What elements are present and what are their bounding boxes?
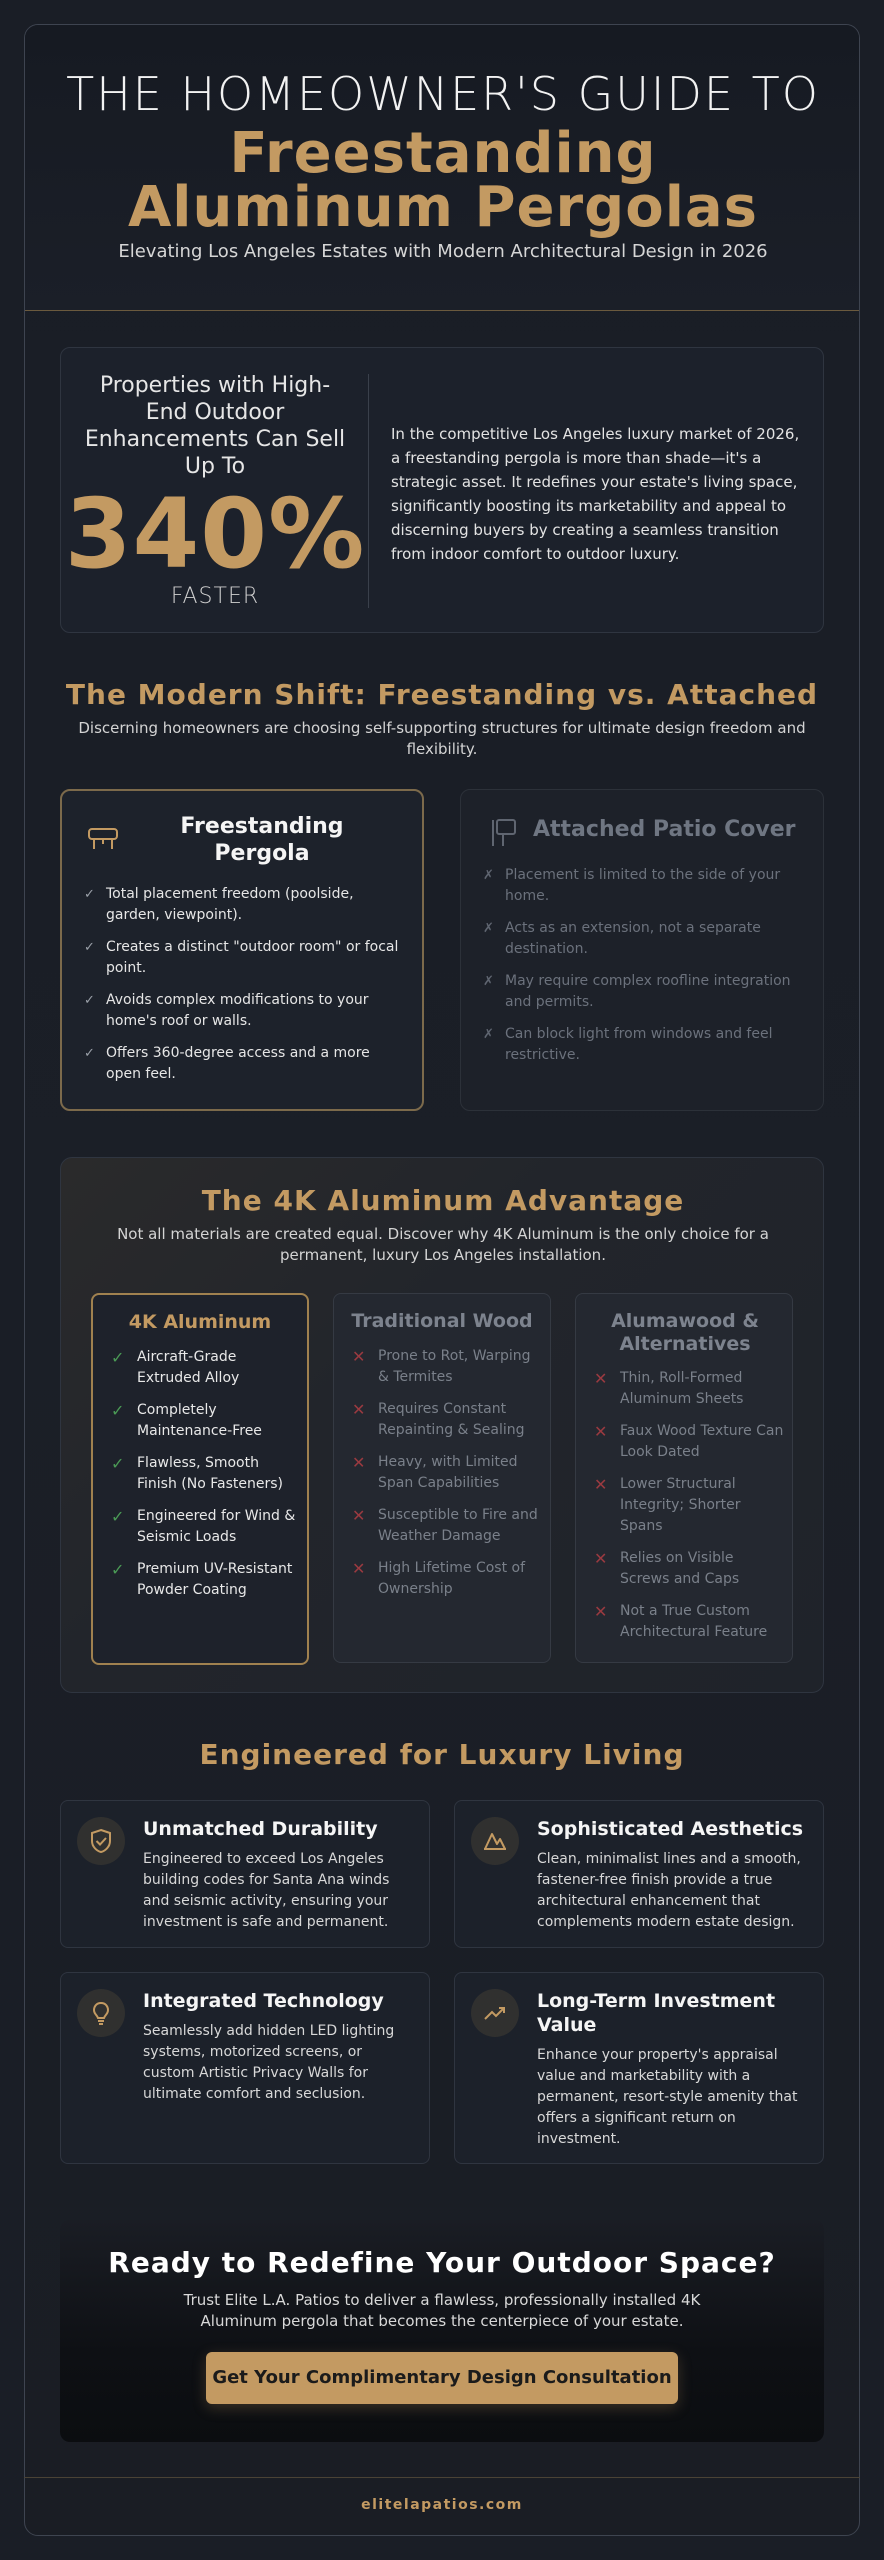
list-item: ✕ Susceptible to Fire and Weather Damage — [352, 1506, 538, 1544]
feature-title: Sophisticated Aesthetics — [537, 1818, 804, 1840]
check-icon: ✓ — [111, 1348, 125, 1367]
material-card-wood — [333, 1293, 551, 1663]
cross-icon: ✗ — [483, 974, 494, 989]
list-item: ✓ Premium UV-Resistant Powder Coating — [111, 1560, 293, 1598]
list-item: ✕ Relies on Visible Screws and Caps — [594, 1549, 740, 1587]
feature-card-aesthetics — [454, 1800, 824, 1948]
header-subtitle: Elevating Los Angeles Estates with Modern Architectural Design in 2026 — [118, 241, 768, 262]
feature-body: Clean, minimalist lines and a smooth, fastener-free finish provide a true architectural enhancement that complements modern estate design. — [537, 1851, 801, 1930]
cross-icon: ✕ — [594, 1369, 608, 1388]
list-item: ✗ Acts as an extension, not a separate destination. — [483, 920, 761, 957]
advantage-title: The 4K Aluminum Advantage — [201, 1184, 685, 1217]
check-icon: ✓ — [84, 1046, 95, 1061]
material-title: Alumawood & Alternatives — [611, 1310, 759, 1355]
check-icon: ✓ — [84, 993, 95, 1008]
list-item: ✗ Placement is limited to the side of your home. — [483, 867, 781, 904]
cross-icon: ✕ — [594, 1475, 608, 1494]
list-item: ✕ Heavy, with Limited Span Capabilities — [352, 1453, 518, 1491]
list-item: ✓ Avoids complex modifications to your home's roof or walls. — [84, 992, 369, 1029]
cross-icon: ✕ — [352, 1400, 366, 1419]
check-icon: ✓ — [111, 1507, 125, 1526]
cross-icon: ✗ — [483, 868, 494, 883]
luxury-title: Engineered for Luxury Living — [199, 1738, 685, 1771]
material-title: 4K Aluminum — [128, 1311, 272, 1333]
advantage-subtitle: Not all materials are created equal. Discover why 4K Aluminum is the only choice for a permanent, luxury Los Angeles installation. — [117, 1225, 769, 1264]
shield-check-icon — [77, 1817, 125, 1865]
lightbulb-icon — [77, 1989, 125, 2037]
check-icon: ✓ — [111, 1454, 125, 1473]
stat-value: 340% — [64, 478, 366, 590]
attached-cover-icon — [489, 816, 523, 850]
shift-subtitle: Discerning homeowners are choosing self-supporting structures for ultimate design freedom and flexibility. — [78, 719, 806, 758]
material-list — [111, 1347, 301, 1612]
list-item: ✓ Creates a distinct "outdoor room" or focal point. — [84, 939, 399, 976]
advantage-panel — [60, 1157, 824, 1693]
list-item: ✓ Completely Maintenance-Free — [111, 1401, 262, 1439]
feature-title: Integrated Technology — [143, 1990, 384, 2012]
cross-icon: ✕ — [352, 1506, 366, 1525]
list-item: ✓ Offers 360-degree access and a more open feel. — [84, 1045, 370, 1082]
freestanding-card — [60, 789, 424, 1111]
list-item: ✗ Can block light from windows and feel restrictive. — [483, 1026, 773, 1063]
material-card-4k — [91, 1293, 309, 1665]
feature-card-durability — [60, 1800, 430, 1948]
attached-title: Attached Patio Cover — [533, 817, 796, 842]
cta-title: Ready to Redefine Your Outdoor Space? — [108, 2246, 776, 2279]
cross-icon: ✕ — [594, 1549, 608, 1568]
check-icon: ✓ — [111, 1401, 125, 1420]
cross-icon: ✕ — [352, 1559, 366, 1578]
feature-body: Engineered to exceed Los Angeles building codes for Santa Ana winds and seismic activity, ensuring your investment is safe and permanent. — [143, 1851, 390, 1930]
feature-body: Enhance your property's appraisal value and marketability with a permanent, resort-style amenity that offers a significant return on investment. — [537, 2047, 798, 2147]
check-icon: ✓ — [84, 887, 95, 902]
list-item: ✕ Faux Wood Texture Can Look Dated — [594, 1422, 784, 1460]
attached-list — [483, 865, 803, 1077]
list-item: ✓ Aircraft-Grade Extruded Alloy — [111, 1348, 240, 1386]
stat-card — [60, 347, 824, 633]
shift-title: The Modern Shift: Freestanding vs. Attached — [65, 678, 819, 711]
feature-body: Seamlessly add hidden LED lighting systems, motorized screens, or custom Artistic Privacy Walls for ultimate comfort and seclusion. — [143, 2023, 395, 2102]
feature-title: Long-Term Investment Value — [537, 1990, 776, 2036]
main-title-line2: Aluminum Pergolas — [127, 175, 759, 240]
pre-title: THE HOMEOWNER'S GUIDE TO — [66, 67, 820, 121]
main-title-line1: Freestanding — [229, 121, 657, 186]
feature-title: Unmatched Durability — [143, 1818, 378, 1840]
stat-left — [61, 348, 369, 632]
consultation-button[interactable]: Get Your Complimentary Design Consultation — [206, 2352, 678, 2404]
cta-text: Trust Elite L.A. Patios to deliver a flawless, professionally installed 4K Aluminum pergola that becomes the centerpiece of your estate. — [183, 2291, 701, 2330]
feature-card-technology — [60, 1972, 430, 2164]
list-item: ✕ Not a True Custom Architectural Feature — [594, 1602, 768, 1640]
material-list — [352, 1346, 542, 1611]
trending-up-icon — [471, 1989, 519, 2037]
feature-card-investment — [454, 1972, 824, 2164]
attached-card — [460, 789, 824, 1111]
pergola-icon — [86, 821, 120, 855]
footer — [24, 2477, 860, 2536]
cross-icon: ✕ — [594, 1602, 608, 1621]
freestanding-list — [84, 884, 404, 1096]
check-icon: ✓ — [84, 940, 95, 955]
cross-icon: ✕ — [352, 1347, 366, 1366]
material-list — [594, 1368, 784, 1654]
freestanding-title: Freestanding Pergola — [180, 814, 344, 866]
list-item: ✕ High Lifetime Cost of Ownership — [352, 1559, 526, 1597]
list-item: ✕ Requires Constant Repainting & Sealing — [352, 1400, 525, 1438]
list-item: ✓ Engineered for Wind & Seismic Loads — [111, 1507, 296, 1545]
list-item: ✕ Lower Structural Integrity; Shorter Spans — [594, 1475, 741, 1534]
check-icon: ✓ — [111, 1560, 125, 1579]
footer-url[interactable]: elitelapatios.com — [361, 2497, 523, 2513]
material-title: Traditional Wood — [351, 1310, 533, 1332]
stat-body: In the competitive Los Angeles luxury market of 2026, a freestanding pergola is more than shade—it's a strategic asset. It redefines your estate's living space, significantly boosting its marketability and appeal to discerning buyers by creating a seamless transition from indoor comfort to outdoor luxury. — [391, 425, 800, 563]
cross-icon: ✕ — [594, 1422, 608, 1441]
list-item: ✕ Thin, Roll-Formed Aluminum Sheets — [594, 1369, 744, 1407]
cta-section — [60, 2220, 824, 2442]
cross-icon: ✗ — [483, 921, 494, 936]
mountain-icon — [471, 1817, 519, 1865]
stat-lead: Properties with High-End Outdoor Enhancements Can Sell Up To — [84, 373, 346, 479]
header — [25, 25, 860, 311]
stat-divider — [368, 374, 369, 608]
list-item: ✗ May require complex roofline integration and permits. — [483, 973, 791, 1010]
cross-icon: ✗ — [483, 1027, 494, 1042]
cross-icon: ✕ — [352, 1453, 366, 1472]
list-item: ✕ Prone to Rot, Warping & Termites — [352, 1347, 531, 1385]
material-card-alumawood — [575, 1293, 793, 1663]
stat-suffix: FASTER — [170, 584, 260, 609]
list-item: ✓ Total placement freedom (poolside, garden, viewpoint). — [84, 886, 354, 923]
list-item: ✓ Flawless, Smooth Finish (No Fasteners) — [111, 1454, 283, 1492]
